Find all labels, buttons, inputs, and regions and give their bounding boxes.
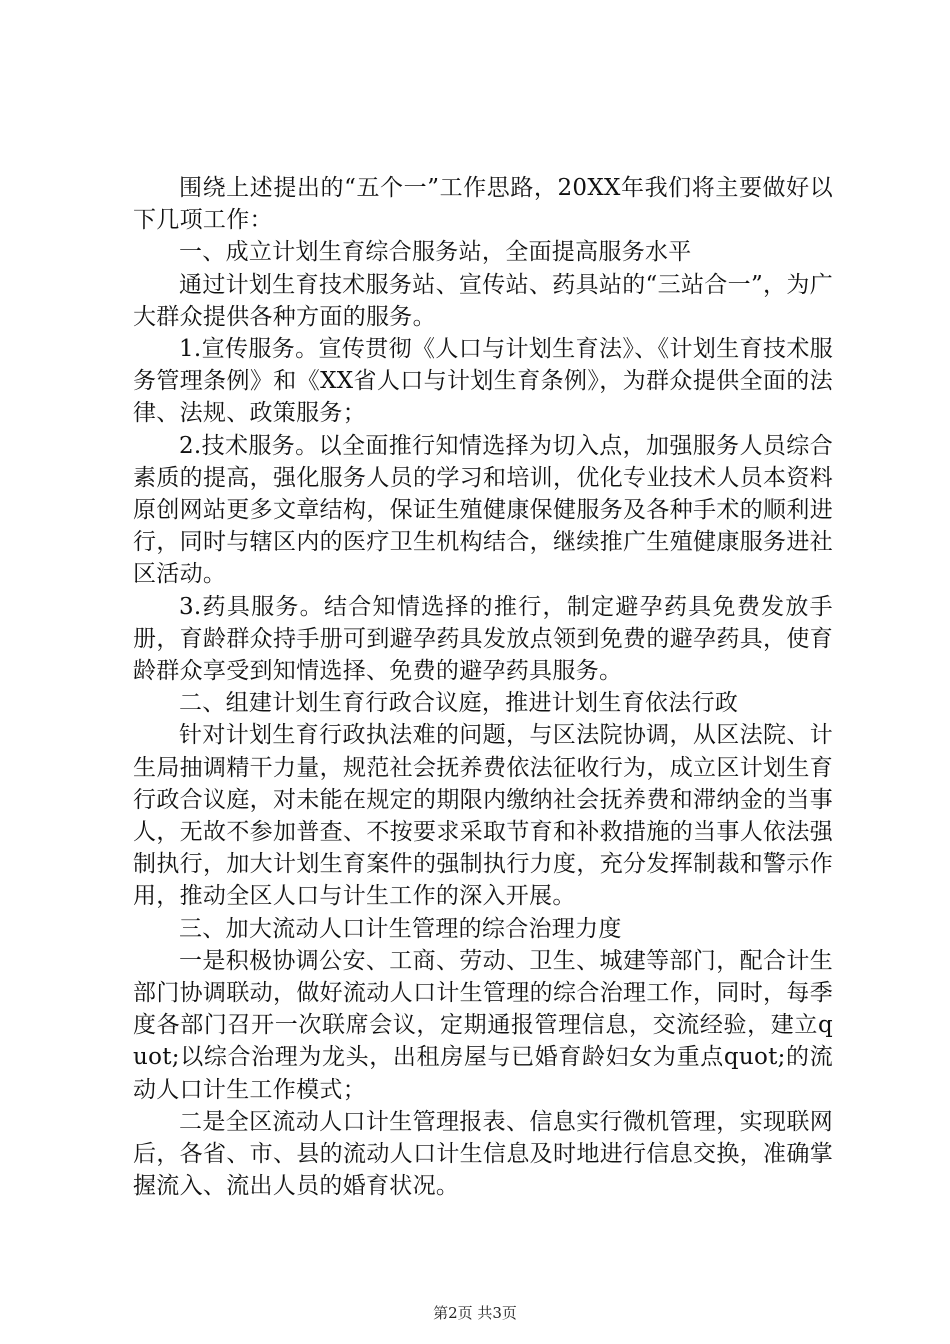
section-heading-1: 一、成立计划生育综合服务站，全面提高服务水平: [179, 239, 692, 266]
intro-paragraph: 围绕上述提出的“五个一”工作思路，20XX年我们将主要做好以下几项工作：: [133, 175, 833, 234]
section-2-paragraph: 针对计划生育行政执法难的问题，与区法院协调，从区法院、计生局抽调精干力量，规范社会抚养费依法征收行为，成立区计划生育行政合议庭，对未能在规定的期限内缴纳社会抚养费和滞纳金的当事人，无故不参加普查、不按要求采取节育和补救措施的当事人依法强制执行，加大计划生育案件的强制执行力度，充分发挥制裁和警示作用，推动全区人口与计生工作的深入开展。: [133, 722, 833, 910]
item-publicity-service: 1.宣传服务。宣传贯彻《人口与计划生育法》、《计划生育技术服务管理条例》和《XX省人口与计划生育条例》，为群众提供全面的法律、法规、政策服务；: [133, 336, 833, 427]
item-technical-service: 2.技术服务。以全面推行知情选择为切入点，加强服务人员综合素质的提高，强化服务人员的学习和培训，优化专业技术人员本资料原创网站更多文章结构，保证生殖健康保健服务及各种手术的顺利进行，同时与辖区内的医疗卫生机构结合，继续推广生殖健康服务进社区活动。: [133, 432, 833, 588]
section-3-point-1: 一是积极协调公安、工商、劳动、卫生、城建等部门，配合计生部门协调联动，做好流动人口计生管理的综合治理工作，同时，每季度各部门召开一次联席会议，定期通报管理信息，交流经验，建立quot;以综合治理为龙头，出租房屋与已婚育龄妇女为重点quot;的流动人口计生工作模式；: [133, 947, 833, 1103]
page-footer: 第2页 共3页: [433, 1304, 517, 1322]
section-3-point-2: 二是全区流动人口计生管理报表、信息实行微机管理，实现联网后，各省、市、县的流动人口计生信息及时地进行信息交换，准确掌握流入、流出人员的婚育状况。: [133, 1108, 833, 1200]
item-contraceptive-service: 3.药具服务。结合知情选择的推行，制定避孕药具免费发放手册，育龄群众持手册可到避孕药具发放点领到免费的避孕药具，使育龄群众享受到知情选择、免费的避孕药具服务。: [133, 593, 833, 685]
document-body: [133, 172, 833, 1203]
section-1-paragraph: 通过计划生育技术服务站、宣传站、药具站的“三站合一”，为广大群众提供各种方面的服务。: [133, 271, 833, 330]
section-heading-2: 二、组建计划生育行政合议庭，推进计划生育依法行政: [179, 690, 739, 717]
section-heading-3: 三、加大流动人口计生管理的综合治理力度: [179, 915, 622, 942]
